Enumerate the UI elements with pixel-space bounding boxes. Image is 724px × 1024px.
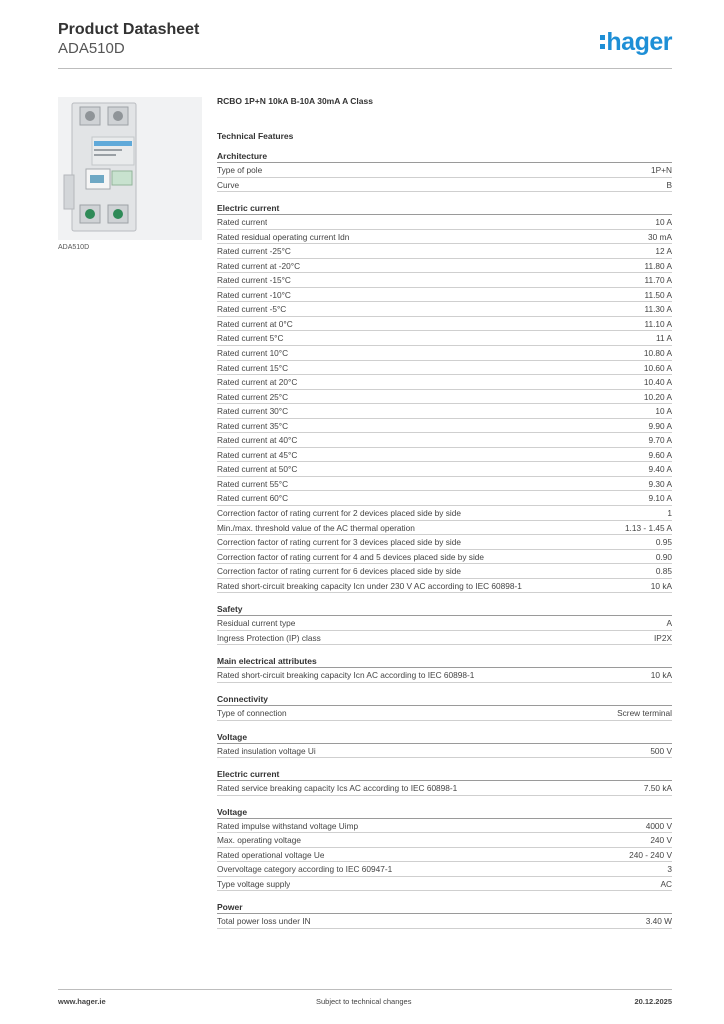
spec-value: 7.50 kA <box>643 783 672 794</box>
spec-value: 9.90 A <box>648 420 672 431</box>
spec-value: 0.95 <box>655 537 672 548</box>
spec-row <box>217 273 672 288</box>
spec-label: Total power loss under IN <box>217 916 311 927</box>
section-title: Electric current <box>217 202 672 215</box>
spec-label: Rated current at 20°C <box>217 377 298 388</box>
spec-value: 12 A <box>655 246 672 257</box>
spec-label: Max. operating voltage <box>217 835 301 846</box>
section-title: Power <box>217 901 672 914</box>
spec-row <box>217 390 672 405</box>
spec-value: 10 kA <box>650 580 672 591</box>
page-title: Product Datasheet <box>58 21 200 38</box>
spec-label: Rated short-circuit breaking capacity Icn under 230 V AC according to IEC 60898-1 <box>217 580 522 591</box>
image-caption: ADA510D <box>58 244 90 251</box>
product-image <box>58 97 202 240</box>
logo-colon-icon <box>600 35 605 53</box>
spec-label: Rated current <box>217 217 268 228</box>
spec-label: Min./max. threshold value of the AC thermal operation <box>217 522 415 533</box>
spec-row <box>217 215 672 230</box>
spec-row <box>217 230 672 245</box>
spec-label: Rated residual operating current Idn <box>217 231 350 242</box>
spec-label: Rated current 10°C <box>217 348 289 359</box>
header-divider <box>58 68 672 69</box>
spec-value: 1P+N <box>651 165 672 175</box>
spec-label: Rated current -10°C <box>217 289 291 300</box>
spec-row <box>217 317 672 332</box>
spec-label: Rated current -25°C <box>217 246 291 257</box>
spec-section <box>217 731 672 759</box>
spec-label: Rated service breaking capacity Ics AC according to IEC 60898-1 <box>217 783 458 794</box>
spec-label: Rated current at -20°C <box>217 260 301 271</box>
spec-section <box>217 150 672 192</box>
spec-value: 11.50 A <box>644 289 672 300</box>
spec-row <box>217 506 672 521</box>
spec-label: Type of connection <box>217 707 287 718</box>
spec-label: Rated current 15°C <box>217 362 289 373</box>
spec-label: Rated current at 40°C <box>217 435 298 446</box>
technical-features-heading: Technical Features <box>217 131 294 141</box>
spec-row <box>217 564 672 579</box>
spec-value: AC <box>660 878 672 889</box>
spec-value: 0.85 <box>655 566 672 577</box>
spec-row <box>217 302 672 317</box>
spec-row <box>217 178 672 193</box>
spec-label: Rated insulation voltage Ui <box>217 745 316 756</box>
spec-row <box>217 477 672 492</box>
spec-label: Curve <box>217 179 240 190</box>
spec-section <box>217 806 672 892</box>
spec-label: Rated current 25°C <box>217 391 289 402</box>
hager-logo <box>600 28 672 57</box>
spec-row <box>217 668 672 683</box>
spec-section <box>217 202 672 593</box>
section-title: Connectivity <box>217 693 672 706</box>
spec-row <box>217 744 672 759</box>
spec-value: IP2X <box>654 632 672 643</box>
spec-row <box>217 244 672 259</box>
spec-label: Rated current at 0°C <box>217 318 293 329</box>
spec-label: Rated operational voltage Ue <box>217 849 325 860</box>
spec-row <box>217 550 672 565</box>
product-code: ADA510D <box>58 40 125 57</box>
spec-label: Rated short-circuit breaking capacity Icn AC according to IEC 60898-1 <box>217 670 475 681</box>
spec-value: 1 <box>667 508 672 519</box>
logo-text: hager <box>606 28 672 56</box>
spec-value: 10 kA <box>650 670 672 681</box>
spec-value: 11 A <box>656 333 672 344</box>
spec-value: 4000 V <box>645 820 672 831</box>
spec-label: Rated current 5°C <box>217 333 284 344</box>
spec-section <box>217 655 672 683</box>
spec-row <box>217 375 672 390</box>
spec-section <box>217 768 672 796</box>
spec-value: B <box>666 179 672 190</box>
spec-label: Residual current type <box>217 618 296 629</box>
spec-row <box>217 346 672 361</box>
footer-notice: Subject to technical changes <box>316 997 412 1006</box>
section-title: Main electrical attributes <box>217 655 672 668</box>
spec-row <box>217 579 672 594</box>
spec-row <box>217 521 672 536</box>
rcbo-device-icon <box>58 97 202 240</box>
spec-value: 240 - 240 V <box>629 849 672 860</box>
spec-value: Screw terminal <box>617 707 672 718</box>
spec-row <box>217 163 672 178</box>
footer-website-link[interactable]: www.hager.ie <box>58 997 106 1006</box>
spec-row <box>217 914 672 929</box>
spec-row <box>217 288 672 303</box>
spec-row <box>217 862 672 877</box>
spec-value: 240 V <box>650 835 672 846</box>
spec-value: 3.40 W <box>645 916 672 927</box>
spec-row <box>217 833 672 848</box>
spec-label: Overvoltage category according to IEC 60947-1 <box>217 864 393 875</box>
spec-row <box>217 819 672 834</box>
spec-value: 11.80 A <box>644 260 672 271</box>
spec-label: Correction factor of rating current for 4 and 5 devices placed side by side <box>217 551 485 562</box>
spec-row <box>217 433 672 448</box>
spec-label: Rated current 35°C <box>217 420 289 431</box>
spec-row <box>217 331 672 346</box>
spec-value: A <box>666 618 672 629</box>
spec-value: 3 <box>667 864 672 875</box>
spec-label: Rated current 55°C <box>217 478 289 489</box>
spec-section <box>217 901 672 929</box>
spec-row <box>217 404 672 419</box>
spec-row <box>217 462 672 477</box>
spec-value: 9.70 A <box>648 435 672 446</box>
spec-value: 10.40 A <box>643 377 672 388</box>
spec-value: 11.30 A <box>644 304 672 315</box>
spec-row <box>217 535 672 550</box>
spec-label: Ingress Protection (IP) class <box>217 632 321 643</box>
spec-row <box>217 616 672 631</box>
spec-label: Rated current 30°C <box>217 406 289 417</box>
spec-value: 30 mA <box>648 231 672 242</box>
spec-row <box>217 419 672 434</box>
spec-row <box>217 259 672 274</box>
spec-value: 0.90 <box>655 551 672 562</box>
spec-label: Correction factor of rating current for 3 devices placed side by side <box>217 537 461 548</box>
spec-content <box>217 95 672 939</box>
spec-value: 1.13 - 1.45 A <box>624 522 672 533</box>
spec-label: Rated current at 45°C <box>217 449 298 460</box>
section-title: Architecture <box>217 150 672 163</box>
spec-row <box>217 631 672 646</box>
spec-row <box>217 781 672 796</box>
spec-row <box>217 848 672 863</box>
spec-label: Correction factor of rating current for 2 devices placed side by side <box>217 508 461 519</box>
spec-value: 11.70 A <box>644 275 672 286</box>
spec-label: Correction factor of rating current for 6 devices placed side by side <box>217 566 461 577</box>
section-title: Voltage <box>217 806 672 819</box>
spec-value: 10.20 A <box>643 391 672 402</box>
spec-value: 10.80 A <box>643 348 672 359</box>
product-description: RCBO 1P+N 10kA B-10A 30mA A Class <box>217 96 373 106</box>
spec-row <box>217 361 672 376</box>
footer-date: 20.12.2025 <box>634 997 672 1006</box>
spec-row <box>217 491 672 506</box>
spec-section <box>217 693 672 721</box>
spec-value: 9.10 A <box>648 493 672 504</box>
spec-value: 11.10 A <box>644 318 672 329</box>
spec-row <box>217 877 672 892</box>
spec-label: Type voltage supply <box>217 878 291 889</box>
spec-value: 9.30 A <box>648 478 672 489</box>
spec-label: Type of pole <box>217 165 263 175</box>
page-header <box>58 20 672 70</box>
spec-value: 9.60 A <box>648 449 672 460</box>
section-title: Electric current <box>217 768 672 781</box>
footer-divider <box>58 989 672 990</box>
spec-row <box>217 706 672 721</box>
spec-row <box>217 448 672 463</box>
spec-section <box>217 603 672 645</box>
spec-label: Rated current 60°C <box>217 493 289 504</box>
spec-value: 10.60 A <box>643 362 672 373</box>
section-title: Voltage <box>217 731 672 744</box>
spec-label: Rated current -15°C <box>217 275 291 286</box>
spec-sections <box>217 150 672 929</box>
spec-value: 10 A <box>655 217 672 228</box>
spec-value: 10 A <box>655 406 672 417</box>
spec-value: 9.40 A <box>648 464 672 475</box>
spec-label: Rated impulse withstand voltage Uimp <box>217 820 359 831</box>
spec-label: Rated current -5°C <box>217 304 287 315</box>
section-title: Safety <box>217 603 672 616</box>
spec-label: Rated current at 50°C <box>217 464 298 475</box>
spec-value: 500 V <box>650 745 672 756</box>
